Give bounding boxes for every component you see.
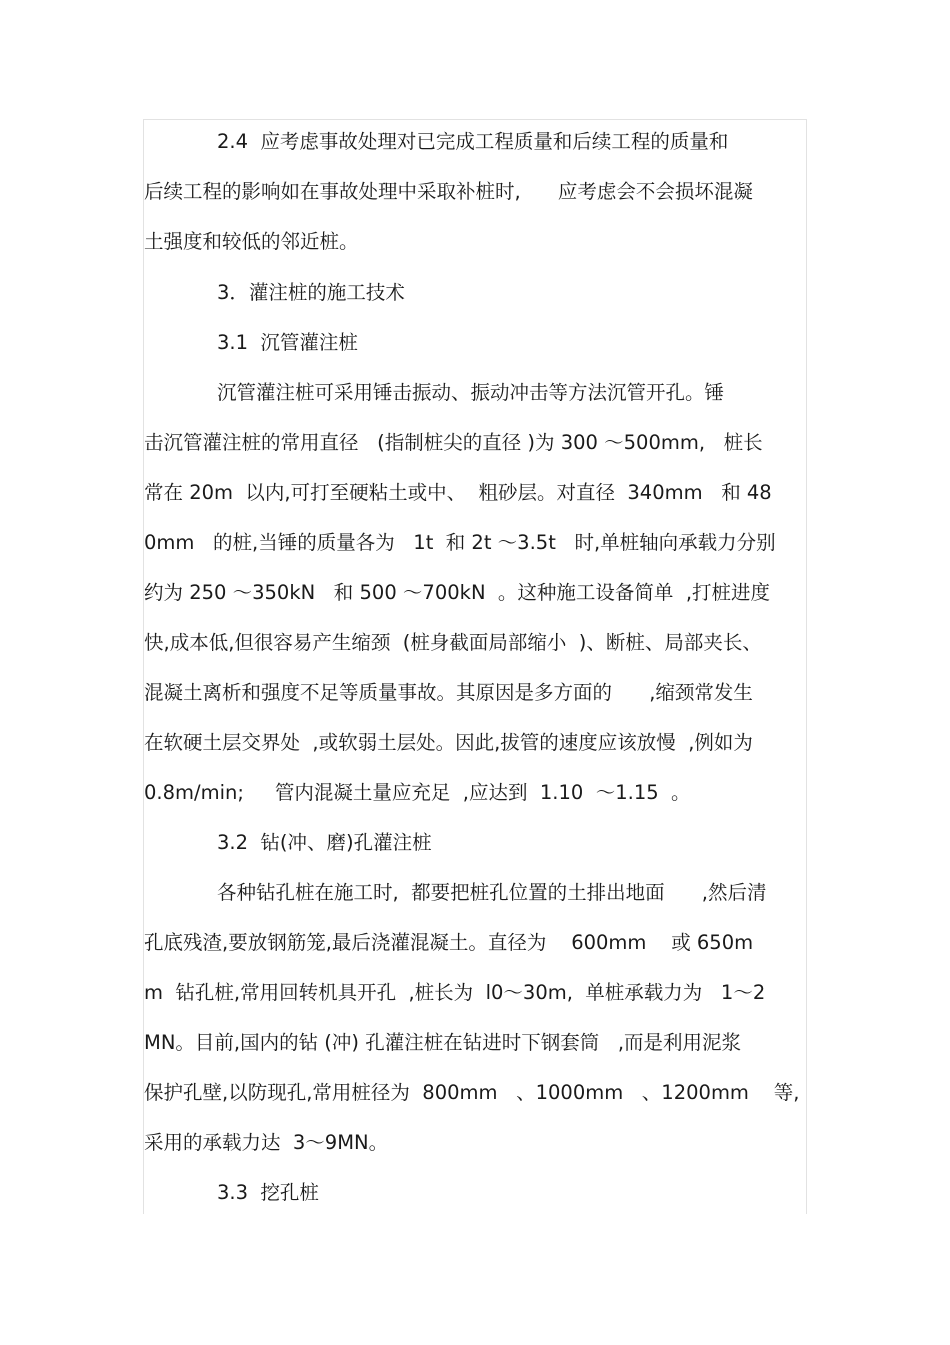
paragraph-3-1-line-2: 击沉管灌注桩的常用直径 (指制桩尖的直径 )为 300 ～500mm, 桩长 bbox=[144, 431, 763, 454]
section-3-2-heading: 3.2 钻(冲、磨)孔灌注桩 bbox=[217, 831, 432, 854]
paragraph-3-1-line-9: 0.8m/min; 管内混凝土量应充足 ,应达到 1.10 ～1.15 。 bbox=[144, 781, 691, 804]
paragraph-3-1-line-7: 混凝土离析和强度不足等质量事故。其原因是多方面的 ,缩颈常发生 bbox=[144, 681, 753, 704]
paragraph-3-2-line-4: MN。目前,国内的钻 (冲) 孔灌注桩在钻进时下钢套筒 ,而是利用泥浆 bbox=[144, 1031, 742, 1054]
section-3-heading: 3．灌注桩的施工技术 bbox=[217, 281, 405, 304]
paragraph-3-1-line-6: 快,成本低,但很容易产生缩颈 (桩身截面局部缩小 )、断桩、局部夹长、 bbox=[144, 631, 762, 654]
paragraph-3-1-line-8: 在软硬土层交界处 ,或软弱土层处。因此,拔管的速度应该放慢 ,例如为 bbox=[144, 731, 753, 754]
paragraph-3-1-line-4: 0mm 的桩,当锤的质量各为 1t 和 2t ～3.5t 时,单桩轴向承载力分别 bbox=[144, 531, 776, 554]
paragraph-2-4-line-1: 2.4 应考虑事故处理对已完成工程质量和后续工程的质量和 bbox=[217, 130, 729, 153]
paragraph-2-4-line-3: 土强度和较低的邻近桩。 bbox=[144, 230, 359, 253]
paragraph-3-2-line-3: m 钻孔桩,常用回转机具开孔 ,桩长为 l0～30m, 单桩承载力为 1～2 bbox=[144, 981, 766, 1004]
paragraph-3-1-line-5: 约为 250 ～350kN 和 500 ～700kN 。这种施工设备简单 ,打桩进度 bbox=[144, 581, 771, 604]
paragraph-3-2-line-2: 孔底残渣,要放钢筋笼,最后浇灌混凝土。直径为 600mm 或 650m bbox=[144, 931, 754, 954]
paragraph-2-4-line-2: 后续工程的影响如在事故处理中采取补桩时, 应考虑会不会损坏混凝 bbox=[144, 180, 753, 203]
section-3-1-heading: 3.1 沉管灌注桩 bbox=[217, 331, 358, 354]
paragraph-3-2-line-6: 采用的承载力达 3～9MN。 bbox=[144, 1131, 389, 1154]
paragraph-3-1-line-3: 常在 20m 以内,可打至硬粘土或中、 粗砂层。对直径 340mm 和 48 bbox=[144, 481, 772, 504]
section-3-3-heading: 3.3 挖孔桩 bbox=[217, 1181, 319, 1204]
paragraph-3-1-line-1: 沉管灌注桩可采用锤击振动、振动冲击等方法沉管开孔。锤 bbox=[217, 381, 725, 404]
paragraph-3-2-line-1: 各种钻孔桩在施工时, 都要把桩孔位置的土排出地面 ,然后清 bbox=[217, 881, 767, 904]
paragraph-3-2-line-5: 保护孔壁,以防现孔,常用桩径为 800mm 、1000mm 、1200mm 等, bbox=[144, 1081, 800, 1104]
